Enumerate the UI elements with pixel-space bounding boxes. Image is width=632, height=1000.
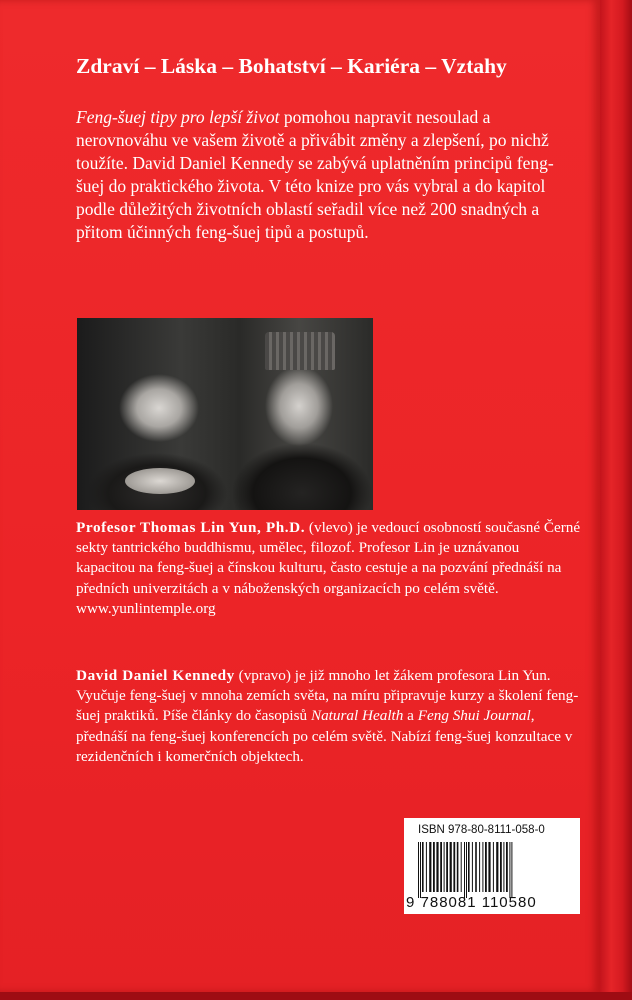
barcode-bar <box>500 842 502 892</box>
intro-paragraph <box>76 106 581 244</box>
barcode-bar <box>496 842 498 892</box>
barcode-guard-bar <box>418 842 419 898</box>
isbn-barcode-box <box>404 818 580 914</box>
barcode-bar <box>453 842 455 892</box>
barcode-guard-bar <box>511 842 512 898</box>
barcode-guard-bar <box>509 842 510 898</box>
barcode-bar <box>468 842 470 892</box>
barcode-guard-bar <box>464 842 465 898</box>
barcode-bar <box>482 842 483 892</box>
magazine-natural-health: Natural Health <box>310 707 404 725</box>
barcode-bar <box>457 842 459 892</box>
barcode-bar <box>440 842 442 892</box>
cover-bottom-edge <box>0 992 632 1000</box>
bio-kennedy <box>76 666 581 767</box>
bio-kennedy-name: David Daniel Kennedy <box>76 667 235 684</box>
barcode-bar <box>479 842 480 892</box>
barcode-bar <box>444 842 445 892</box>
barcode-bar <box>472 842 473 892</box>
barcode-guard-bar <box>466 842 467 898</box>
barcode-digits: 9 788081 110580 <box>406 894 537 911</box>
barcode-bar <box>446 842 448 892</box>
author-photo <box>77 318 373 510</box>
bio-kennedy-text-c: , přednáší na feng-šuej konferencích po celém světě. Nabízí feng-šuej konzultace v rezidenčních i komerčních objektech. <box>76 707 573 765</box>
barcode-bar <box>429 842 431 892</box>
bio-kennedy-text-b: a <box>403 707 418 725</box>
barcode-bar <box>503 842 504 892</box>
barcode-bar <box>485 842 487 892</box>
barcode-bar <box>506 842 508 892</box>
photo-hands <box>125 468 195 494</box>
bio-kennedy-text-a: (vpravo) je již mnoho let žákem profesora Lin Yun. Vyučuje feng-šuej v mnoha zemích světa, na míru připravuje kurzy a školení feng-šuej praktiků. Píše články do časopisů <box>76 667 579 725</box>
photo-hat <box>265 332 335 370</box>
barcode-guard-bar <box>420 842 421 898</box>
barcode-bar <box>493 842 494 892</box>
barcode-bar <box>450 842 452 892</box>
barcode-bar <box>436 842 438 892</box>
bio-lin-yun-url: www.yunlintemple.org <box>76 599 216 617</box>
barcode-bar <box>426 842 427 892</box>
barcode-bar <box>488 842 490 892</box>
bio-lin-yun-text: (vlevo) je vedoucí osobností současné Černé sekty tantrického buddhismu, umělec, filozof. Profesor Lin je uznávanou kapacitou na feng-šuej a čínskou kulturu, často cestuje a na pozvání přednáší na předních univerzitách a v náboženských organizacích po celém světě. <box>76 519 581 597</box>
barcode <box>410 842 576 898</box>
isbn-label: ISBN 978-80-8111-058-0 <box>418 824 545 836</box>
bio-lin-yun <box>76 518 581 619</box>
barcode-bar <box>433 842 435 892</box>
barcode-bar <box>475 842 477 892</box>
bio-lin-yun-name: Profesor Thomas Lin Yun, Ph.D. <box>76 519 306 536</box>
barcode-bar <box>422 842 424 892</box>
magazine-feng-shui-journal: Feng Shui Journal <box>417 707 531 725</box>
intro-text: pomohou napravit nesoulad a nerovnováhu ve vašem životě a přivábit změny a zlepšení, po nichž toužíte. David Daniel Kennedy se zabývá uplatněním principů feng-šuej do praktického života. V této knize pro vás vybral a do kapitol podle důležitých životních oblastí seřadil více než 200 snadných a přitom účinných feng-šuej tipů a postupů. <box>76 107 554 242</box>
book-title: Feng-šuej tipy pro lepší život <box>76 107 280 127</box>
barcode-bar <box>461 842 462 892</box>
cover-heading: Zdraví – Láska – Bohatství – Kariéra – Vztahy <box>76 54 507 78</box>
cover-edge <box>600 0 632 1000</box>
